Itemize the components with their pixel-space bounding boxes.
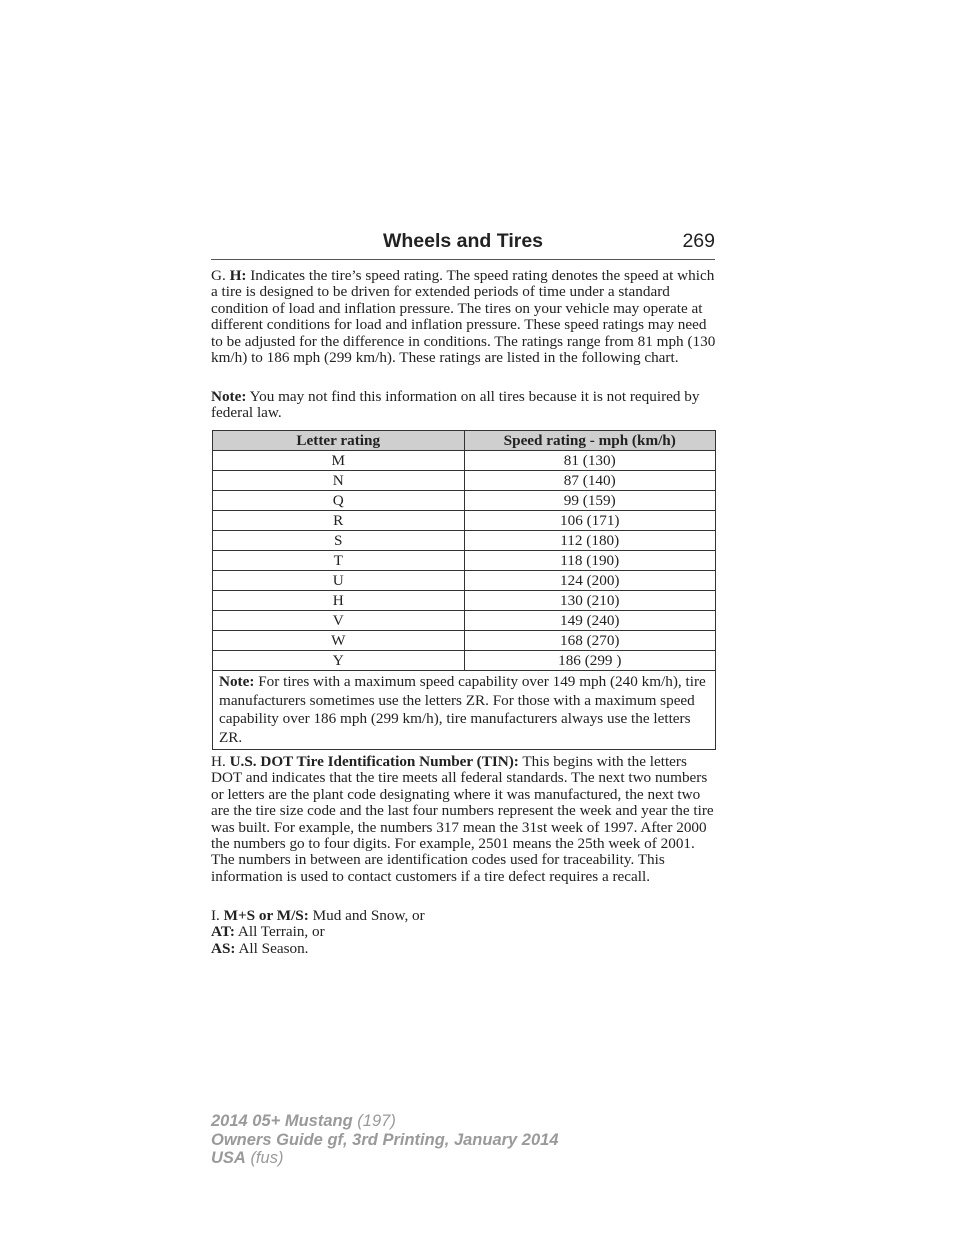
page-header (211, 229, 715, 260)
footer-region-code: (fus) (250, 1149, 284, 1168)
footer-model: 2014 05+ Mustang (211, 1112, 353, 1130)
footer-model-code: (197) (357, 1112, 396, 1130)
term-ms: M+S or M/S: (223, 907, 309, 924)
page-number: 269 (682, 230, 715, 252)
table-row (213, 551, 716, 571)
footer-region: USA (211, 1149, 246, 1168)
item-text: Indicates the tire’s speed rating. The speed rating denotes the speed at which a tire is designed to be driven for extended periods of time under a standard condition of load and inflation pressure. The tires on your vehicle may operate at different conditions for load and inflation pressure. These speed ratings may need to be adjusted for the difference in conditions. The ratings range from 81 mph (130 km/h) to 186 mph (299 km/h). These ratings are listed in the following chart. (211, 267, 716, 367)
table-row (213, 471, 716, 491)
table-note (213, 671, 716, 750)
speed-cell: 118 (190) (464, 551, 716, 571)
letter-cell: Y (213, 651, 465, 671)
item-prefix: H. (211, 753, 226, 770)
letter-cell: S (213, 531, 465, 551)
letter-cell: V (213, 611, 465, 631)
item-term: U.S. DOT Tire Identification Number (TIN): (229, 753, 519, 770)
table-note-text: For tires with a maximum speed capability over 149 mph (240 km/h), tire manufacturers sometimes use the letters ZR. For those with a maximum speed capability over 186 mph (299 km/h), tire manufacturers always use the letters ZR. (219, 673, 706, 746)
text-ms: Mud and Snow, or (312, 907, 425, 924)
table-note-row (213, 671, 716, 750)
letter-cell: U (213, 571, 465, 591)
speed-cell: 124 (200) (464, 571, 716, 591)
letter-cell: H (213, 591, 465, 611)
table-row (213, 511, 716, 531)
item-text: This begins with the letters DOT and indicates that the tire meets all federal standards. The next two numbers or letters are the plant code designating where it was manufactured, the next two are the tire size code and the last four numbers represent the week and year the tire was built. For example, the numbers 317 mean the 31st week of 1997. After 2000 the numbers go to four digits. For example, 2501 means the 25th week of 2001. The numbers in between are identification codes used for traceability. This information is used to contact customers if a tire defect requires a recall. (211, 753, 714, 885)
table-row (213, 491, 716, 511)
speed-cell: 106 (171) (464, 511, 716, 531)
speed-cell: 168 (270) (464, 631, 716, 651)
term-at: AT: (211, 923, 235, 941)
letter-cell: R (213, 511, 465, 531)
item-prefix: I. (211, 907, 220, 924)
speed-cell: 186 (299 ) (464, 651, 716, 671)
paragraph-mud-snow (211, 908, 717, 957)
letter-cell: Q (213, 491, 465, 511)
table-note-label: Note: (219, 673, 255, 690)
table-row (213, 571, 716, 591)
letter-cell: T (213, 551, 465, 571)
note-federal-law (211, 389, 717, 422)
letter-cell: W (213, 631, 465, 651)
table-row (213, 591, 716, 611)
item-prefix: G. (211, 267, 226, 284)
text-as: All Season. (238, 939, 309, 957)
table-row (213, 651, 716, 671)
footer-line-model (211, 1112, 559, 1131)
letter-cell: M (213, 451, 465, 471)
table-row (213, 531, 716, 551)
paragraph-tin (211, 754, 717, 885)
note-text: You may not find this information on all tires because it is not required by federal law. (211, 388, 700, 422)
text-at: All Terrain, or (237, 923, 325, 941)
speed-cell: 99 (159) (464, 491, 716, 511)
table-header-row (213, 431, 716, 451)
speed-cell: 149 (240) (464, 611, 716, 631)
footer-line-region (211, 1149, 559, 1168)
speed-cell: 87 (140) (464, 471, 716, 491)
item-term: H: (229, 267, 247, 284)
note-label: Note: (211, 388, 247, 405)
table-row (213, 631, 716, 651)
footer-guide: Owners Guide gf, 3rd Printing, January 2014 (211, 1130, 559, 1149)
section-title: Wheels and Tires (382, 230, 544, 252)
table-row (213, 611, 716, 631)
speed-cell: 130 (210) (464, 591, 716, 611)
term-as: AS: (211, 939, 236, 957)
page-footer (211, 1112, 559, 1168)
speed-rating-table (212, 430, 716, 750)
column-header-speed: Speed rating - mph (km/h) (464, 431, 716, 451)
paragraph-speed-rating (211, 268, 717, 366)
column-header-letter: Letter rating (213, 431, 465, 451)
letter-cell: N (213, 471, 465, 491)
footer-line-guide (211, 1131, 559, 1150)
speed-cell: 81 (130) (464, 451, 716, 471)
speed-cell: 112 (180) (464, 531, 716, 551)
table-row (213, 451, 716, 471)
